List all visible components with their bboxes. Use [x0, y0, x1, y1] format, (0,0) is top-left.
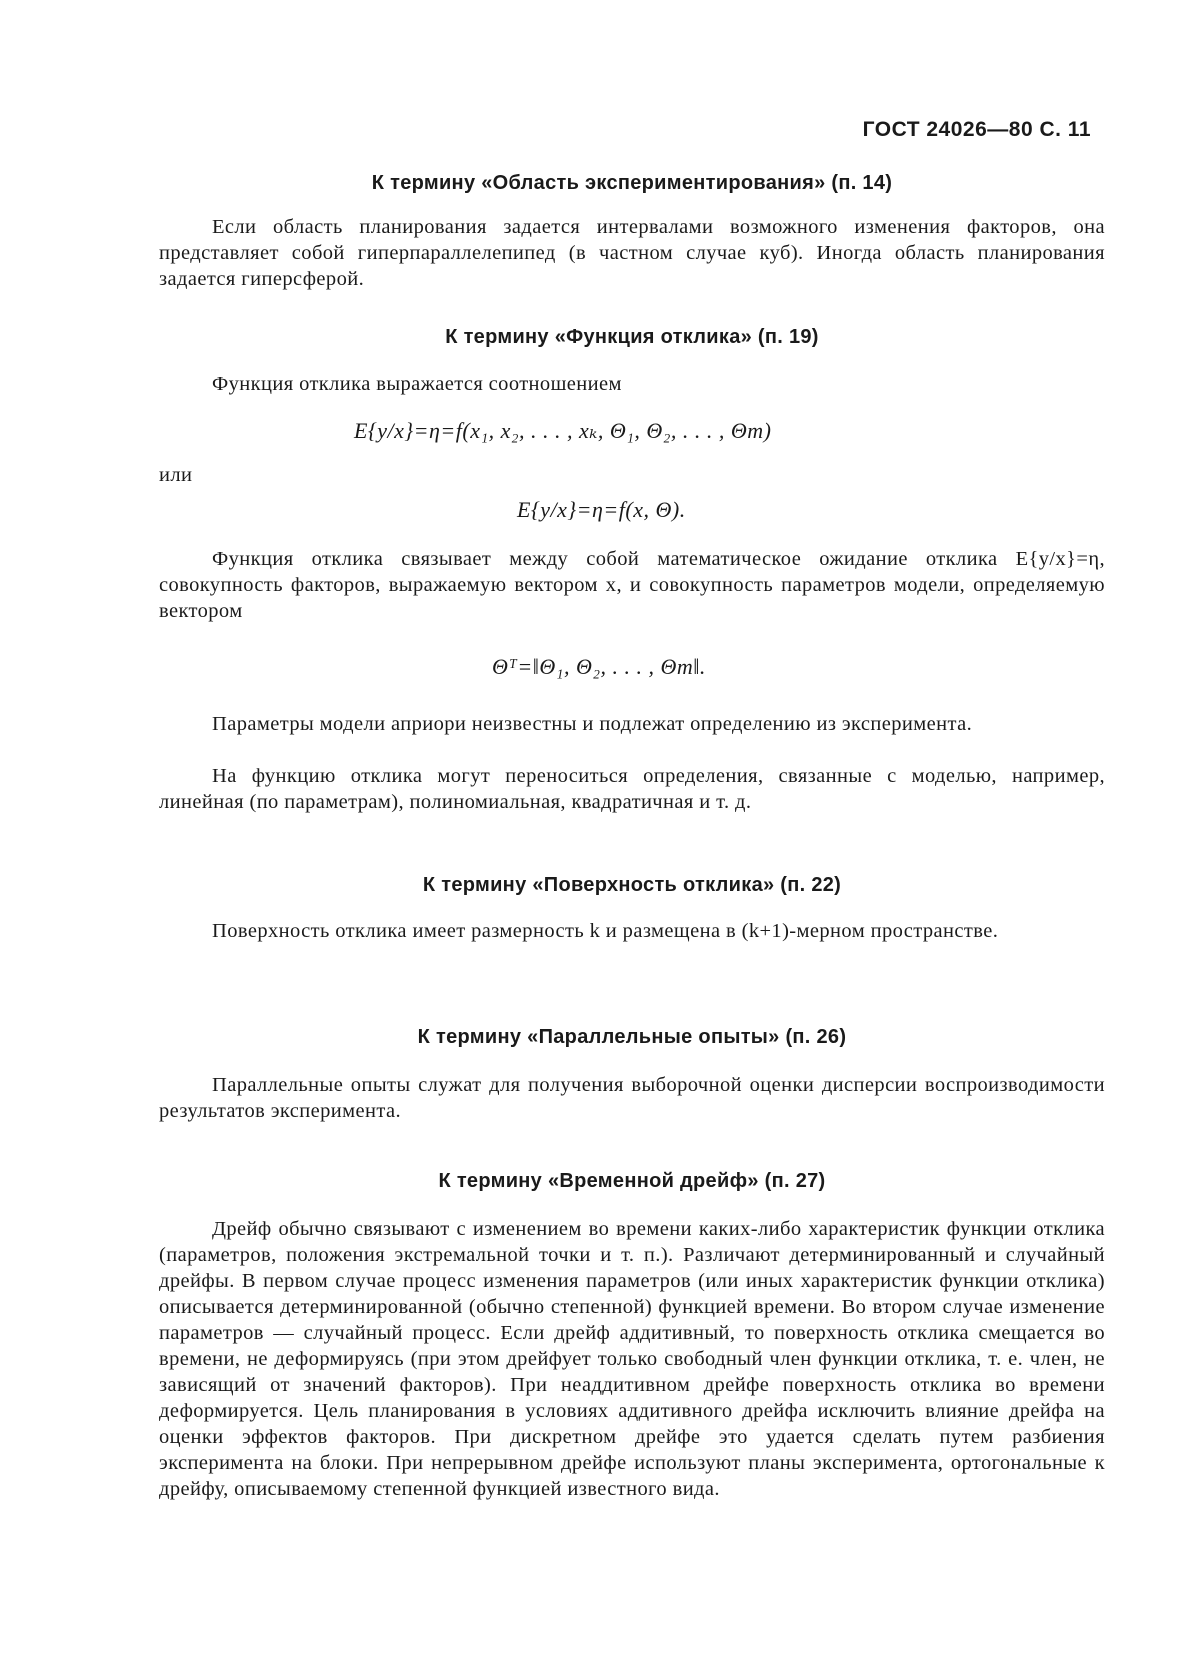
- paragraph: Поверхность отклика имеет размерность k и размещена в (k+1)-мерном пространстве.: [212, 920, 999, 942]
- or-word: или: [159, 464, 193, 486]
- section-response-surface-body: [159, 918, 1105, 944]
- formula-response-vector: E{y/x}=η=f(x, Θ).: [517, 497, 686, 522]
- section-parallel-experiments: [159, 1026, 1105, 1049]
- section-heading: К термину «Параллельные опыты» (п. 26): [417, 1026, 847, 1048]
- section-response-function-intro: [159, 371, 1105, 397]
- section-heading: К термину «Функция отклика» (п. 19): [445, 326, 819, 348]
- paragraph: Параллельные опыты служат для получения выборочной оценки дисперсии воспроизводимости результатов эксперимента.: [159, 1074, 1105, 1122]
- page-header: ГОСТ 24026—80 С. 11: [862, 118, 1091, 141]
- paragraph: Функция отклика выражается соотношением: [212, 373, 622, 395]
- section-heading: К термину «Область экспериментирования» (п. 14): [371, 172, 893, 194]
- section-response-function-para3: [159, 763, 1105, 815]
- section-heading: К термину «Временной дрейф» (п. 27): [438, 1170, 826, 1192]
- section-time-drift: [159, 1170, 1105, 1193]
- paragraph: Функция отклика связывает между собой математическое ожидание отклика E{y/x}=η, совокупность факторов, выражаемую вектором x, и совокупность параметров модели, определяемую вектором: [159, 548, 1105, 622]
- paragraph: На функцию отклика могут переноситься определения, связанные с моделью, например, линейная (по параметрам), полиномиальная, квадратичная и т. д.: [159, 765, 1105, 813]
- section-response-function-para1: [159, 546, 1105, 624]
- section-heading: К термину «Поверхность отклика» (п. 22): [422, 874, 842, 896]
- section-parallel-experiments-body: [159, 1072, 1105, 1124]
- section-experiment-area-body: [159, 214, 1105, 292]
- paragraph: Если область планирования задается интервалами возможного изменения факторов, она представляет собой гиперпараллелепипед (в частном случае куб). Иногда область планирования задается гиперсферой.: [159, 216, 1105, 290]
- section-response-function: [159, 326, 1105, 349]
- or-word-wrap: [159, 462, 1105, 488]
- section-time-drift-body: [159, 1216, 1105, 1502]
- formula-theta-vector: Θᵀ=‖Θ₁, Θ₂, . . . , Θm‖.: [492, 654, 706, 679]
- section-response-function-para2: [159, 711, 1105, 737]
- paragraph: Дрейф обычно связывают с изменением во времени каких-либо характеристик функции отклика (параметров, положения экстремальной точки и т. п.). Различают детерминированный и случайный дрейфы. В первом случае процесс изменения параметров (или иных характеристик функции отклика) описывается детерминированной (обычно степенной) функцией времени. Во втором случае изменение параметров — случайный процесс. Если дрейф аддитивный, то поверхность отклика смещается во времени, не деформируясь (при этом дрейфует только свободный член функции отклика, т. е. член, не зависящий от значений факторов). При неаддитивном дрейфе поверхность отклика во времени деформируется. Цель планирования в условиях аддитивного дрейфа исключить влияние дрейфа на оценки эффектов факторов. При дискретном дрейфе это удается сделать путем разбиения эксперимента на блоки. При непрерывном дрейфе используют планы эксперимента, ортогональные к дрейфу, описываемому степенной функцией известного вида.: [159, 1218, 1105, 1500]
- formula-response-expanded: E{y/x}=η=f(x₁, x₂, . . . , xₖ, Θ₁, Θ₂, . . . , Θm): [354, 418, 772, 443]
- section-response-surface: [159, 874, 1105, 897]
- section-experiment-area: [159, 172, 1105, 195]
- paragraph: Параметры модели априори неизвестны и подлежат определению из эксперимента.: [212, 713, 973, 735]
